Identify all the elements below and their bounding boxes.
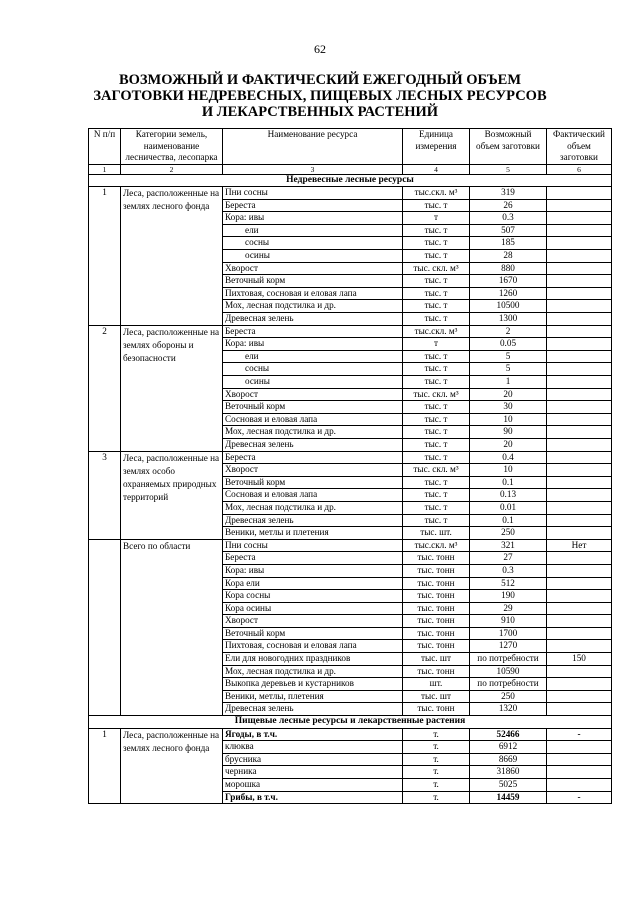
actual-volume-cell	[547, 388, 612, 401]
table-row	[89, 451, 612, 464]
unit-cell: тыс. т	[403, 376, 470, 389]
category-cell: Леса, расположенные на землях особо охраняемых природных территорий	[121, 451, 223, 539]
row-number: 2	[89, 325, 121, 451]
actual-volume-cell	[547, 212, 612, 225]
resource-cell: ели	[223, 224, 403, 237]
resource-cell: Хворост	[223, 615, 403, 628]
unit-cell: тыс.скл. м³	[403, 187, 470, 200]
actual-volume-cell	[547, 703, 612, 716]
resource-cell: Береста	[223, 325, 403, 338]
possible-volume-cell: 10	[470, 413, 547, 426]
resource-cell: Веточный корм	[223, 476, 403, 489]
resource-cell: Ягоды, в т.ч.	[223, 728, 403, 741]
resource-cell: Кора ели	[223, 577, 403, 590]
unit-cell: тыс. скл. м³	[403, 388, 470, 401]
actual-volume-cell	[547, 224, 612, 237]
unit-cell: т.	[403, 741, 470, 754]
possible-volume-cell: 880	[470, 262, 547, 275]
header-no: N п/п	[89, 129, 121, 165]
unit-cell: тыс. тонн	[403, 703, 470, 716]
resource-cell: Хворост	[223, 464, 403, 477]
unit-cell: тыс. т	[403, 514, 470, 527]
resource-cell: Грибы, в т.ч.	[223, 791, 403, 804]
actual-volume-cell	[547, 300, 612, 313]
actual-volume-cell	[547, 376, 612, 389]
resource-cell: Мох, лесная подстилка и др.	[223, 665, 403, 678]
resource-cell: сосны	[223, 363, 403, 376]
unit-cell: т.	[403, 728, 470, 741]
unit-cell: тыс. т	[403, 250, 470, 263]
unit-cell: т.	[403, 766, 470, 779]
unit-cell: тыс. т	[403, 451, 470, 464]
possible-volume-cell: 1270	[470, 640, 547, 653]
actual-volume-cell	[547, 665, 612, 678]
table-header-row	[89, 129, 612, 165]
actual-volume-cell	[547, 262, 612, 275]
resource-cell: Сосновая и еловая лапа	[223, 413, 403, 426]
actual-volume-cell: Нет	[547, 539, 612, 552]
unit-cell: тыс. тонн	[403, 640, 470, 653]
header-category: Категории земель, наименование лесничества, лесопарка	[121, 129, 223, 165]
possible-volume-cell: 28	[470, 250, 547, 263]
actual-volume-cell	[547, 564, 612, 577]
actual-volume-cell	[547, 325, 612, 338]
unit-cell: тыс. шт	[403, 690, 470, 703]
possible-volume-cell: 1	[470, 376, 547, 389]
resource-cell: Веточный корм	[223, 275, 403, 288]
possible-volume-cell: 185	[470, 237, 547, 250]
unit-cell: тыс. скл. м³	[403, 464, 470, 477]
unit-cell: т	[403, 212, 470, 225]
possible-volume-cell: 0.01	[470, 501, 547, 514]
actual-volume-cell	[547, 275, 612, 288]
possible-volume-cell: 20	[470, 388, 547, 401]
row-number: 1	[89, 728, 121, 804]
possible-volume-cell: 1700	[470, 627, 547, 640]
header-actual: Фактический объем заготовки	[547, 129, 612, 165]
possible-volume-cell: 512	[470, 577, 547, 590]
unit-cell: тыс. тонн	[403, 665, 470, 678]
actual-volume-cell	[547, 753, 612, 766]
section-header-row	[89, 716, 612, 729]
unit-cell: тыс. шт	[403, 653, 470, 666]
unit-cell: тыс. т	[403, 224, 470, 237]
column-number-row	[89, 164, 612, 174]
table-row	[89, 539, 612, 552]
unit-cell: тыс. т	[403, 300, 470, 313]
page-number: 62	[314, 42, 326, 56]
unit-cell: тыс. тонн	[403, 590, 470, 603]
possible-volume-cell: 190	[470, 590, 547, 603]
actual-volume-cell	[547, 615, 612, 628]
actual-volume-cell	[547, 287, 612, 300]
actual-volume-cell	[547, 250, 612, 263]
possible-volume-cell: 20	[470, 438, 547, 451]
unit-cell: тыс. тонн	[403, 602, 470, 615]
actual-volume-cell	[547, 590, 612, 603]
actual-volume-cell	[547, 187, 612, 200]
actual-volume-cell	[547, 451, 612, 464]
resource-cell: Древесная зелень	[223, 438, 403, 451]
unit-cell: тыс. т	[403, 401, 470, 414]
actual-volume-cell: -	[547, 728, 612, 741]
unit-cell: тыс. т	[403, 476, 470, 489]
row-number	[89, 539, 121, 715]
actual-volume-cell	[547, 237, 612, 250]
table-row	[89, 728, 612, 741]
possible-volume-cell: 6912	[470, 741, 547, 754]
possible-volume-cell: 5025	[470, 779, 547, 792]
actual-volume-cell	[547, 640, 612, 653]
resource-cell: Ели для новогодних праздников	[223, 653, 403, 666]
actual-volume-cell	[547, 426, 612, 439]
actual-volume-cell	[547, 438, 612, 451]
possible-volume-cell: 1300	[470, 313, 547, 326]
actual-volume-cell	[547, 552, 612, 565]
possible-volume-cell: 0.05	[470, 338, 547, 351]
possible-volume-cell: 1320	[470, 703, 547, 716]
actual-volume-cell	[547, 501, 612, 514]
possible-volume-cell: 319	[470, 187, 547, 200]
resource-cell: Веточный корм	[223, 401, 403, 414]
resource-cell: Пни сосны	[223, 187, 403, 200]
unit-cell: шт.	[403, 678, 470, 691]
actual-volume-cell	[547, 464, 612, 477]
unit-cell: тыс. тонн	[403, 627, 470, 640]
possible-volume-cell: 29	[470, 602, 547, 615]
title-line-2: ЗАГОТОВКИ НЕДРЕВЕСНЫХ, ПИЩЕВЫХ ЛЕСНЫХ РЕСУРСОВ	[93, 88, 547, 104]
possible-volume-cell: 27	[470, 552, 547, 565]
possible-volume-cell: 0.1	[470, 476, 547, 489]
unit-cell: тыс. т	[403, 199, 470, 212]
actual-volume-cell	[547, 199, 612, 212]
possible-volume-cell: 2	[470, 325, 547, 338]
resource-cell: Веточный корм	[223, 627, 403, 640]
actual-volume-cell	[547, 678, 612, 691]
possible-volume-cell: 0.1	[470, 514, 547, 527]
resource-cell: Веники, метлы и плетения	[223, 527, 403, 540]
actual-volume-cell	[547, 401, 612, 414]
actual-volume-cell	[547, 476, 612, 489]
actual-volume-cell	[547, 527, 612, 540]
table-row	[89, 187, 612, 200]
title-line-3: И ЛЕКАРСТВЕННЫХ РАСТЕНИЙ	[201, 104, 439, 120]
unit-cell: тыс. т	[403, 350, 470, 363]
column-number: 5	[470, 164, 547, 174]
possible-volume-cell: 250	[470, 690, 547, 703]
unit-cell: тыс. скл. м³	[403, 262, 470, 275]
possible-volume-cell: 1260	[470, 287, 547, 300]
unit-cell: тыс. т	[403, 313, 470, 326]
resource-cell: Кора: ивы	[223, 338, 403, 351]
actual-volume-cell	[547, 577, 612, 590]
resource-cell: Мох, лесная подстилка и др.	[223, 501, 403, 514]
column-number: 4	[403, 164, 470, 174]
actual-volume-cell: 150	[547, 653, 612, 666]
unit-cell: тыс.скл. м³	[403, 325, 470, 338]
possible-volume-cell: 10	[470, 464, 547, 477]
possible-volume-cell: 250	[470, 527, 547, 540]
possible-volume-cell: 90	[470, 426, 547, 439]
actual-volume-cell	[547, 313, 612, 326]
actual-volume-cell	[547, 413, 612, 426]
resource-cell: осины	[223, 376, 403, 389]
category-cell: Леса, расположенные на землях лесного фонда	[121, 187, 223, 326]
column-number: 1	[89, 164, 121, 174]
possible-volume-cell: 507	[470, 224, 547, 237]
resource-cell: морошка	[223, 779, 403, 792]
unit-cell: тыс. т	[403, 501, 470, 514]
unit-cell: тыс. тонн	[403, 615, 470, 628]
unit-cell: тыс. т	[403, 363, 470, 376]
actual-volume-cell	[547, 602, 612, 615]
actual-volume-cell	[547, 350, 612, 363]
actual-volume-cell	[547, 766, 612, 779]
column-number: 2	[121, 164, 223, 174]
unit-cell: тыс.скл. м³	[403, 539, 470, 552]
possible-volume-cell: 30	[470, 401, 547, 414]
resource-cell: Береста	[223, 552, 403, 565]
column-number: 6	[547, 164, 612, 174]
actual-volume-cell	[547, 741, 612, 754]
row-number: 3	[89, 451, 121, 539]
possible-volume-cell: 0.3	[470, 212, 547, 225]
resource-cell: Кора сосны	[223, 590, 403, 603]
resource-cell: Береста	[223, 451, 403, 464]
actual-volume-cell	[547, 627, 612, 640]
possible-volume-cell: 1670	[470, 275, 547, 288]
unit-cell: тыс. тонн	[403, 564, 470, 577]
resources-table	[88, 128, 612, 804]
possible-volume-cell: 5	[470, 363, 547, 376]
possible-volume-cell: 910	[470, 615, 547, 628]
section-title: Недревесные лесные ресурсы	[89, 174, 612, 187]
resource-cell: Мох, лесная подстилка и др.	[223, 426, 403, 439]
possible-volume-cell: 0.3	[470, 564, 547, 577]
unit-cell: тыс. т	[403, 287, 470, 300]
category-cell: Всего по области	[121, 539, 223, 715]
header-possible: Возможный объем заготовки	[470, 129, 547, 165]
possible-volume-cell: по потребности	[470, 653, 547, 666]
resource-cell: Веники, метлы, плетения	[223, 690, 403, 703]
possible-volume-cell: 52466	[470, 728, 547, 741]
resource-cell: Мох, лесная подстилка и др.	[223, 300, 403, 313]
resource-cell: ели	[223, 350, 403, 363]
possible-volume-cell: 31860	[470, 766, 547, 779]
column-number: 3	[223, 164, 403, 174]
possible-volume-cell: 5	[470, 350, 547, 363]
title-line-1: ВОЗМОЖНЫЙ И ФАКТИЧЕСКИЙ ЕЖЕГОДНЫЙ ОБЪЕМ	[118, 72, 522, 88]
unit-cell: тыс. тонн	[403, 552, 470, 565]
resource-cell: Хворост	[223, 388, 403, 401]
resource-cell: осины	[223, 250, 403, 263]
resource-cell: Пихтовая, сосновая и еловая лапа	[223, 287, 403, 300]
actual-volume-cell: -	[547, 791, 612, 804]
resource-cell: Древесная зелень	[223, 313, 403, 326]
resource-cell: Береста	[223, 199, 403, 212]
unit-cell: тыс. т	[403, 237, 470, 250]
table-body	[89, 174, 612, 804]
unit-cell: т.	[403, 753, 470, 766]
actual-volume-cell	[547, 489, 612, 502]
resource-cell: Кора осины	[223, 602, 403, 615]
category-cell: Леса, расположенные на землях лесного фонда	[121, 728, 223, 804]
actual-volume-cell	[547, 690, 612, 703]
resource-cell: Пни сосны	[223, 539, 403, 552]
possible-volume-cell: 10500	[470, 300, 547, 313]
possible-volume-cell: 0.4	[470, 451, 547, 464]
unit-cell: т	[403, 338, 470, 351]
header-resource: Наименование ресурса	[223, 129, 403, 165]
resource-cell: сосны	[223, 237, 403, 250]
resource-cell: Древесная зелень	[223, 514, 403, 527]
section-header-row	[89, 174, 612, 187]
unit-cell: т.	[403, 779, 470, 792]
possible-volume-cell: 321	[470, 539, 547, 552]
actual-volume-cell	[547, 338, 612, 351]
header-unit: Единица измерения	[403, 129, 470, 165]
unit-cell: тыс. т	[403, 438, 470, 451]
possible-volume-cell: 8669	[470, 753, 547, 766]
table-row	[89, 325, 612, 338]
unit-cell: т.	[403, 791, 470, 804]
resource-cell: Выкопка деревьев и кустарников	[223, 678, 403, 691]
possible-volume-cell: по потребности	[470, 678, 547, 691]
actual-volume-cell	[547, 363, 612, 376]
resource-cell: Кора: ивы	[223, 212, 403, 225]
resource-cell: Кора: ивы	[223, 564, 403, 577]
resource-cell: клюква	[223, 741, 403, 754]
resource-cell: Хворост	[223, 262, 403, 275]
unit-cell: тыс. тонн	[403, 577, 470, 590]
row-number: 1	[89, 187, 121, 326]
possible-volume-cell: 26	[470, 199, 547, 212]
document-title	[90, 72, 550, 120]
possible-volume-cell: 14459	[470, 791, 547, 804]
unit-cell: тыс. т	[403, 426, 470, 439]
resource-cell: Пихтовая, сосновая и еловая лапа	[223, 640, 403, 653]
actual-volume-cell	[547, 514, 612, 527]
possible-volume-cell: 0.13	[470, 489, 547, 502]
category-cell: Леса, расположенные на землях обороны и безопасности	[121, 325, 223, 451]
unit-cell: тыс. т	[403, 489, 470, 502]
unit-cell: тыс. т	[403, 413, 470, 426]
possible-volume-cell: 10590	[470, 665, 547, 678]
resource-cell: Сосновая и еловая лапа	[223, 489, 403, 502]
unit-cell: тыс. шт.	[403, 527, 470, 540]
resource-cell: черника	[223, 766, 403, 779]
resource-cell: брусника	[223, 753, 403, 766]
section-title: Пищевые лесные ресурсы и лекарственные растения	[89, 716, 612, 729]
resource-cell: Древесная зелень	[223, 703, 403, 716]
actual-volume-cell	[547, 779, 612, 792]
unit-cell: тыс. т	[403, 275, 470, 288]
